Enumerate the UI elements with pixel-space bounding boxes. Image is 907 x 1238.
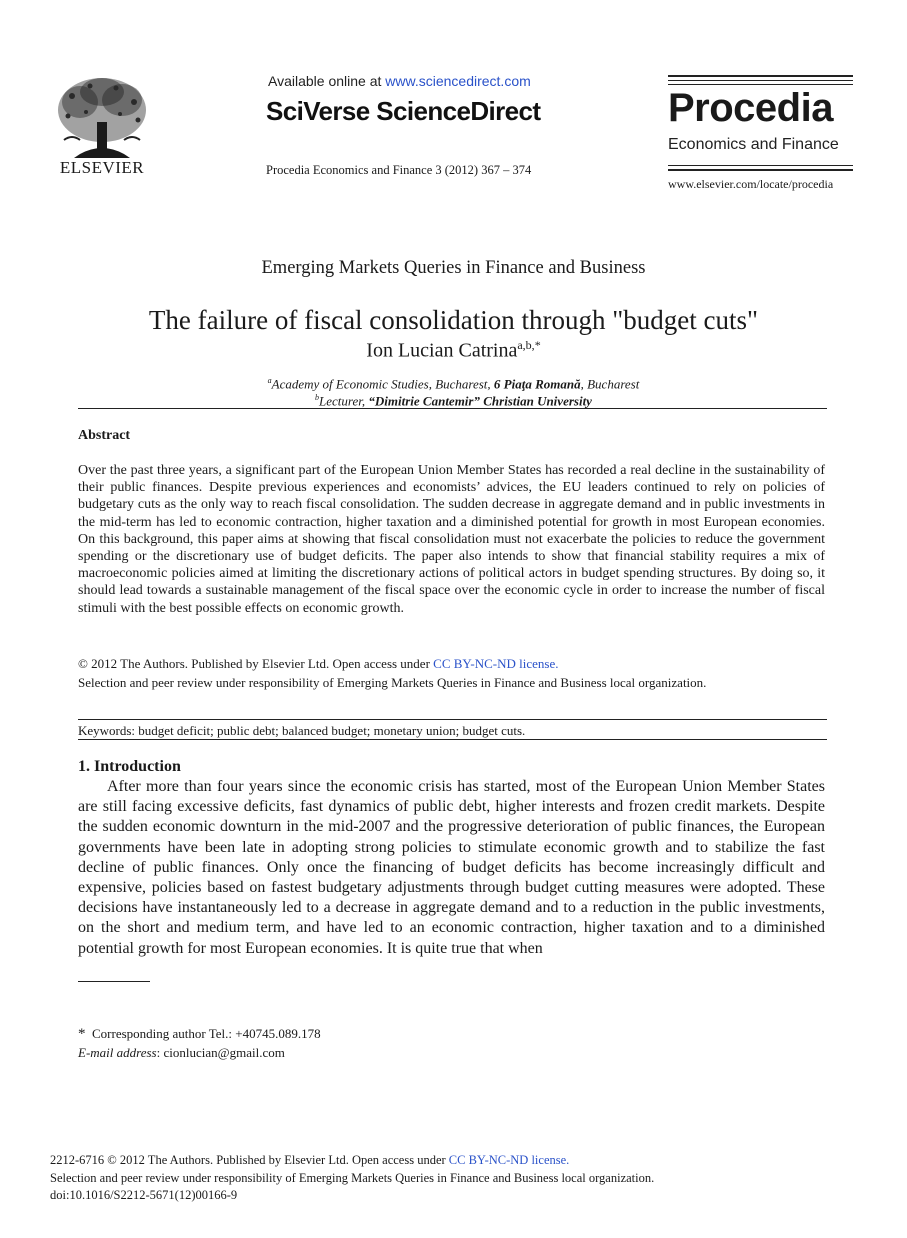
keywords-divider-bottom bbox=[78, 739, 827, 740]
journal-brand: Procedia bbox=[668, 86, 833, 130]
footer-doi[interactable]: doi:10.1016/S2212-5671(12)00166-9 bbox=[50, 1188, 238, 1202]
sciencedirect-link[interactable]: www.sciencedirect.com bbox=[385, 73, 531, 89]
author-line bbox=[0, 338, 907, 363]
peer-review-line: Selection and peer review under responsibility of Emerging Markets Queries in Finance and Business local organization. bbox=[78, 675, 707, 690]
brand-rule bbox=[668, 84, 853, 85]
keywords-divider-top bbox=[78, 719, 827, 720]
footer-copyright-text: 2212-6716 © 2012 The Authors. Published by Elsevier Ltd. Open access under bbox=[50, 1153, 449, 1167]
footer-license-link[interactable]: CC BY-NC-ND license. bbox=[448, 1153, 570, 1167]
email-label: E-mail address bbox=[78, 1045, 157, 1060]
affiliation-a bbox=[0, 376, 907, 392]
section-body: After more than four years since the economic crisis has started, most of the European Union Member States are still facing excessive deficits, fast dynamics of public debt, higher interests and frozen credit markets. Despite the sudden economic downturn in the mid-2007 and the progressive deterioration of public finances, the European governments have been late in adopting strong policies to stimulate economic growth and to stabilize the fast decline of public finances. Only once the financing of budget deficits has become increasingly difficult and expensive, policies based on fastest budgetary adjustments through budget cutting measures were adopted. These decisions have instantaneously led to a decrease in aggregate demand and to a reduction in the public investments, on the short and medium term, and have led to an economic contraction, higher taxation and to a diminished potential growth for most European economies. It is quite true that when bbox=[78, 778, 825, 957]
corresponding-author-note bbox=[78, 1026, 321, 1043]
affiliation-city: , Bucharest bbox=[580, 376, 640, 392]
affiliation-address: 6 Piaţa Romană bbox=[493, 376, 581, 392]
section-divider bbox=[78, 408, 827, 409]
author-affiliation-marks: a,b, bbox=[517, 338, 535, 352]
availability-line bbox=[268, 73, 531, 89]
platform-name: SciVerse ScienceDirect bbox=[266, 96, 541, 126]
copyright-text: © 2012 The Authors. Published by Elsevier Ltd. Open access under bbox=[78, 656, 434, 671]
conference-name: Emerging Markets Queries in Finance and Business bbox=[261, 258, 646, 278]
footnote-star: * bbox=[78, 1026, 86, 1042]
affiliation-institution: “Dimitrie Cantemir” Christian University bbox=[368, 393, 592, 409]
footer-peer-review: Selection and peer review under responsibility of Emerging Markets Queries in Finance and Business local organization. bbox=[50, 1171, 655, 1185]
affiliation-b bbox=[0, 393, 907, 409]
corresponding-star: * bbox=[534, 338, 541, 352]
author-name: Ion Lucian Catrina bbox=[366, 339, 518, 362]
publisher-wordmark: ELSEVIER bbox=[59, 158, 145, 177]
section-heading: 1. Introduction bbox=[78, 758, 181, 775]
brand-rule bbox=[668, 75, 853, 77]
license-link[interactable]: CC BY-NC-ND license. bbox=[433, 656, 559, 671]
journal-citation: Procedia Economics and Finance 3 (2012) 367 – 374 bbox=[266, 163, 532, 177]
availability-prefix: Available online at bbox=[268, 73, 386, 89]
abstract-heading: Abstract bbox=[78, 428, 131, 443]
footer-copyright bbox=[50, 1153, 569, 1168]
journal-brand-subtitle: Economics and Finance bbox=[668, 136, 839, 153]
footnote-divider bbox=[78, 981, 150, 982]
corresponding-author-text: Corresponding author Tel.: +40745.089.178 bbox=[92, 1026, 321, 1041]
email-address[interactable]: cionlucian@gmail.com bbox=[163, 1045, 285, 1060]
email-note bbox=[78, 1045, 285, 1061]
brand-rule bbox=[668, 80, 853, 81]
affiliation-mark: b bbox=[315, 393, 320, 402]
abstract-body: Over the past three years, a significant part of the European Union Member States has recorded a real decline in the sustainability of their public finances. Despite previous experiences and economists’ advices, the EU leaders continued to rely on policies of budgetary cuts as the only way to reach fiscal consolidation. The sudden decrease in aggregate demand and in public investments in the mid-term has led to economic contraction, higher taxation and a diminished potential for growth in most European economies. On this background, this paper aims at showing that fiscal consolidation must not exacerbate the policies to reduce the government spending or the discretionary use of budget deficits. The paper also intends to show that financial stability requires a mix of macroeconomic policies aimed at limiting the discretionary actions of political actors in budget spending structures. By doing so, it should lead towards a sustainable management of the fiscal space over the economic cycle in order to increase the number of fiscal stimuli with the best possible effects on economic growth. bbox=[78, 463, 825, 616]
affiliation-mark: a bbox=[267, 376, 272, 385]
article-title: The failure of fiscal consolidation through "budget cuts" bbox=[148, 305, 759, 335]
affiliation-text: Lecturer, bbox=[319, 393, 369, 409]
brand-rule bbox=[668, 169, 853, 171]
journal-url[interactable]: www.elsevier.com/locate/procedia bbox=[668, 177, 834, 191]
email-colon: : bbox=[156, 1045, 161, 1060]
copyright-line bbox=[78, 656, 558, 672]
brand-rule bbox=[668, 165, 853, 166]
keywords: Keywords: budget deficit; public debt; balanced budget; monetary union; budget cuts. bbox=[78, 723, 526, 738]
affiliation-text: Academy of Economic Studies, Bucharest, bbox=[271, 376, 494, 392]
